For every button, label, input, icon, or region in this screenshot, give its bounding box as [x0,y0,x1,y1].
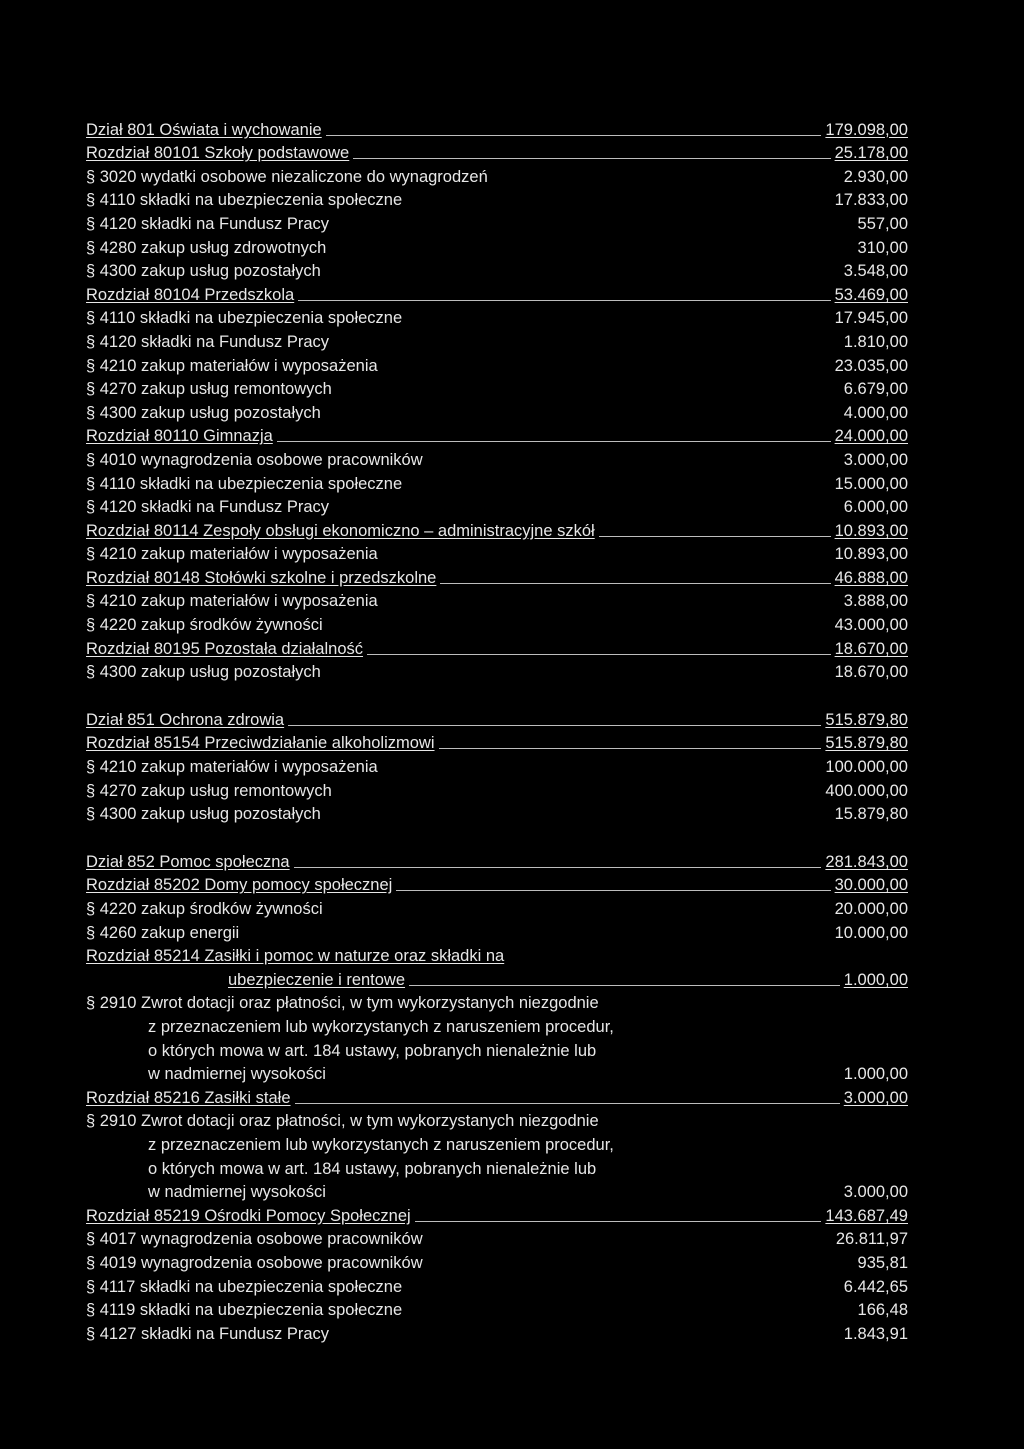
paragraph-row: § 4110 składki na ubezpieczenia społeczne 15.000,00 [86,474,908,493]
rozdzial-heading: Rozdział 80110 Gimnazja 24.000,00 [86,427,908,446]
paragraph-row: § 4120 składki na Fundusz Pracy 1.810,00 [86,332,908,351]
rozdzial-heading: Rozdział 85154 Przeciwdziałanie alkoholizmowi 515.879,80 [86,734,908,753]
paragraph-row: § 4017 wynagrodzenia osobowe pracowników 26.811,97 [86,1230,908,1249]
paragraph-row: § 4210 zakup materiałów i wyposażenia 23.035,00 [86,356,908,375]
paragraph-row: § 4019 wynagrodzenia osobowe pracowników 935,81 [86,1253,908,1272]
paragraph-row: § 4300 zakup usług pozostałych 15.879,80 [86,805,908,824]
paragraph-row: § 4210 zakup materiałów i wyposażenia 100.000,00 [86,758,908,777]
paragraph-2910-line: § 2910 Zwrot dotacji oraz płatności, w tym wykorzystanych niezgodnie [86,994,599,1013]
paragraph-row: § 4300 zakup usług pozostałych 18.670,00 [86,663,908,682]
paragraph-row: § 4010 wynagrodzenia osobowe pracowników 3.000,00 [86,450,908,469]
rozdzial-heading: Rozdział 80104 Przedszkola 53.469,00 [86,285,908,304]
paragraph-row: § 4210 zakup materiałów i wyposażenia 3.888,00 [86,592,908,611]
paragraph-row: § 4270 zakup usług remontowych 6.679,00 [86,380,908,399]
dzial-heading: Dział 801 Oświata i wychowanie 179.098,00 [86,120,908,139]
rozdzial-heading: Rozdział 80195 Pozostała działalność 18.670,00 [86,639,908,658]
rozdzial-heading: Rozdział 80101 Szkoły podstawowe 25.178,00 [86,144,908,163]
section-dzial-852 [86,848,908,1343]
rozdzial-heading: Rozdział 85219 Ośrodki Pomocy Społecznej 143.687,49 [86,1206,908,1225]
section-spacer [86,824,908,848]
rozdzial-heading: Rozdział 80148 Stołówki szkolne i przedszkolne 46.888,00 [86,568,908,587]
rozdzial-heading-continuation: ubezpieczenie i rentowe 1.000,00 [228,970,908,989]
paragraph-row: § 4127 składki na Fundusz Pracy 1.843,91 [86,1324,908,1343]
paragraph-row: § 4270 zakup usług remontowych 400.000,00 [86,781,908,800]
paragraph-row: § 4117 składki na ubezpieczenia społeczne 6.442,65 [86,1277,908,1296]
paragraph-2910-last-line: w nadmiernej wysokości 1.000,00 [148,1065,908,1084]
paragraph-2910-line: o których mowa w art. 184 ustawy, pobranych nienależnie lub [148,1041,597,1060]
paragraph-row: § 4220 zakup środków żywności 43.000,00 [86,616,908,635]
rozdzial-heading: Rozdział 85202 Domy pomocy społecznej 30.000,00 [86,876,908,895]
paragraph-row: § 4120 składki na Fundusz Pracy 557,00 [86,214,908,233]
rozdzial-heading: Rozdział 80114 Zespoły obsługi ekonomiczno – administracyjne szkół 10.893,00 [86,521,908,540]
section-dzial-801 [86,116,908,682]
budget-listing [86,116,908,1344]
rozdzial-heading: Rozdział 85216 Zasiłki stałe 3.000,00 [86,1088,908,1107]
dzial-heading: Dział 852 Pomoc społeczna 281.843,00 [86,852,908,871]
paragraph-2910-line: § 2910 Zwrot dotacji oraz płatności, w tym wykorzystanych niezgodnie [86,1112,599,1131]
paragraph-row: § 4120 składki na Fundusz Pracy 6.000,00 [86,498,908,517]
paragraph-row: § 4300 zakup usług pozostałych 3.548,00 [86,262,908,281]
paragraph-row: § 4260 zakup energii 10.000,00 [86,923,908,942]
dzial-heading: Dział 851 Ochrona zdrowia 515.879,80 [86,710,908,729]
paragraph-row: § 4119 składki na ubezpieczenia społeczne 166,48 [86,1301,908,1320]
paragraph-2910-last-line: w nadmiernej wysokości 3.000,00 [148,1183,908,1202]
paragraph-row: § 4210 zakup materiałów i wyposażenia 10.893,00 [86,545,908,564]
paragraph-row: § 4110 składki na ubezpieczenia społeczne 17.833,00 [86,191,908,210]
section-spacer [86,682,908,706]
paragraph-2910-line: o których mowa w art. 184 ustawy, pobranych nienależnie lub [148,1159,597,1178]
paragraph-2910-line: z przeznaczeniem lub wykorzystanych z naruszeniem procedur, [148,1135,614,1154]
section-dzial-851 [86,706,908,824]
rozdzial-heading-line: Rozdział 85214 Zasiłki i pomoc w naturze oraz składki na [86,947,505,966]
paragraph-row: § 4300 zakup usług pozostałych 4.000,00 [86,403,908,422]
paragraph-row: § 4280 zakup usług zdrowotnych 310,00 [86,238,908,257]
paragraph-row: § 4110 składki na ubezpieczenia społeczne 17.945,00 [86,309,908,328]
paragraph-row: § 4220 zakup środków żywności 20.000,00 [86,900,908,918]
paragraph-2910-line: z przeznaczeniem lub wykorzystanych z naruszeniem procedur, [148,1017,614,1036]
paragraph-row: § 3020 wydatki osobowe niezaliczone do wynagrodzeń 2.930,00 [86,167,908,186]
